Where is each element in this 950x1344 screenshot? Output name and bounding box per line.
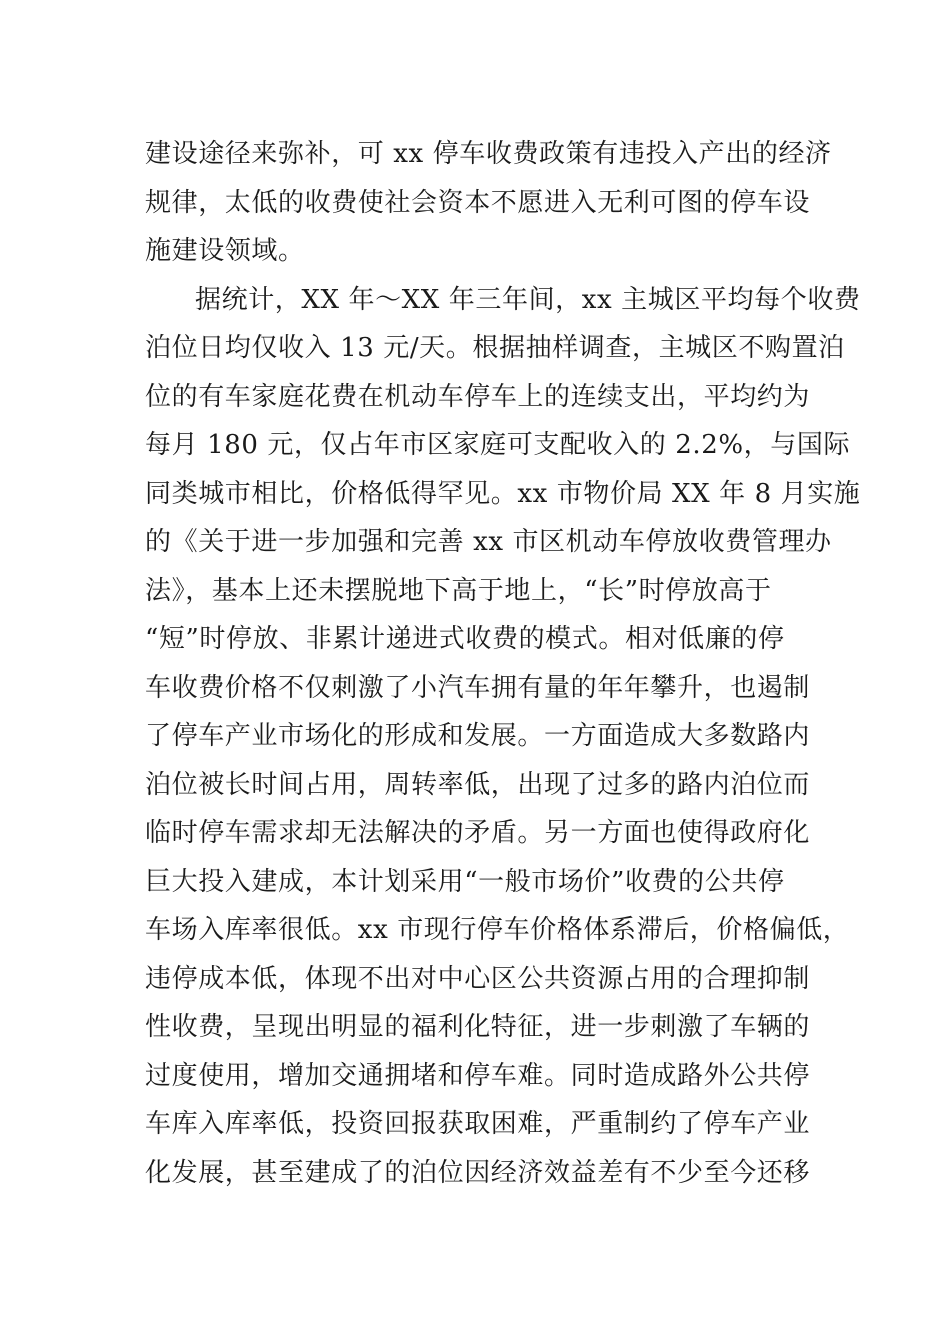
text-line: 过度使用，增加交通拥堵和停车难。同时造成路外公共停 [145,1060,811,1091]
text-line: 规律，太低的收费使社会资本不愿进入无利可图的停车设 [145,187,811,218]
text-line: 巨大投入建成，本计划采用“一般市场价”收费的公共停 [145,866,785,897]
text-line: 建设途径来弥补，可 xx 停车收费政策有违投入产出的经济 [145,139,832,169]
text-line: 化发展，甚至建成了的泊位因经济效益差有不少至今还移 [145,1157,811,1188]
text-line: 违停成本低，体现不出对中心区公共资源占用的合理抑制 [145,963,811,994]
body-text [145,130,861,1197]
text-line: “短”时停放、非累计递进式收费的模式。相对低廉的停 [145,624,785,654]
text-line: 的《关于进一步加强和完善 xx 市区机动车停放收费管理办 [145,527,832,557]
text-line: 车场入库率很低。xx 市现行停车价格体系滞后，价格偏低， [145,915,850,945]
text-line: 泊位日均仅收入 13 元/天。根据抽样调查，主城区不购置泊 [145,333,845,363]
text-line: 性收费，呈现出明显的福利化特征，进一步刺激了车辆的 [145,1012,811,1042]
text-line: 了停车产业市场化的形成和发展。一方面造成大多数路内 [145,721,811,751]
text-line: 临时停车需求却无法解决的矛盾。另一方面也使得政府化 [145,818,811,848]
paragraph-first-line: 据统计，XX 年～XX 年三年间，xx 主城区平均每个收费 [195,284,861,315]
text-line: 法》，基本上还未摆脱地下高于地上，“长”时停放高于 [145,575,772,606]
text-line: 车收费价格不仅刺激了小汽车拥有量的年年攀升，也遏制 [145,672,811,703]
text-line: 泊位被长时间占用，周转率低，出现了过多的路内泊位而 [145,769,811,800]
text-line: 车库入库率低，投资回报获取困难，严重制约了停车产业 [145,1109,811,1139]
text-line: 施建设领域。 [145,236,305,266]
text-line: 同类城市相比，价格低得罕见。xx 市物价局 XX 年 8 月实施 [145,478,861,509]
text-line: 位的有车家庭花费在机动车停车上的连续支出，平均约为 [145,381,811,412]
text-line: 每月 180 元，仅占年市区家庭可支配收入的 2.2%，与国际 [145,430,851,460]
